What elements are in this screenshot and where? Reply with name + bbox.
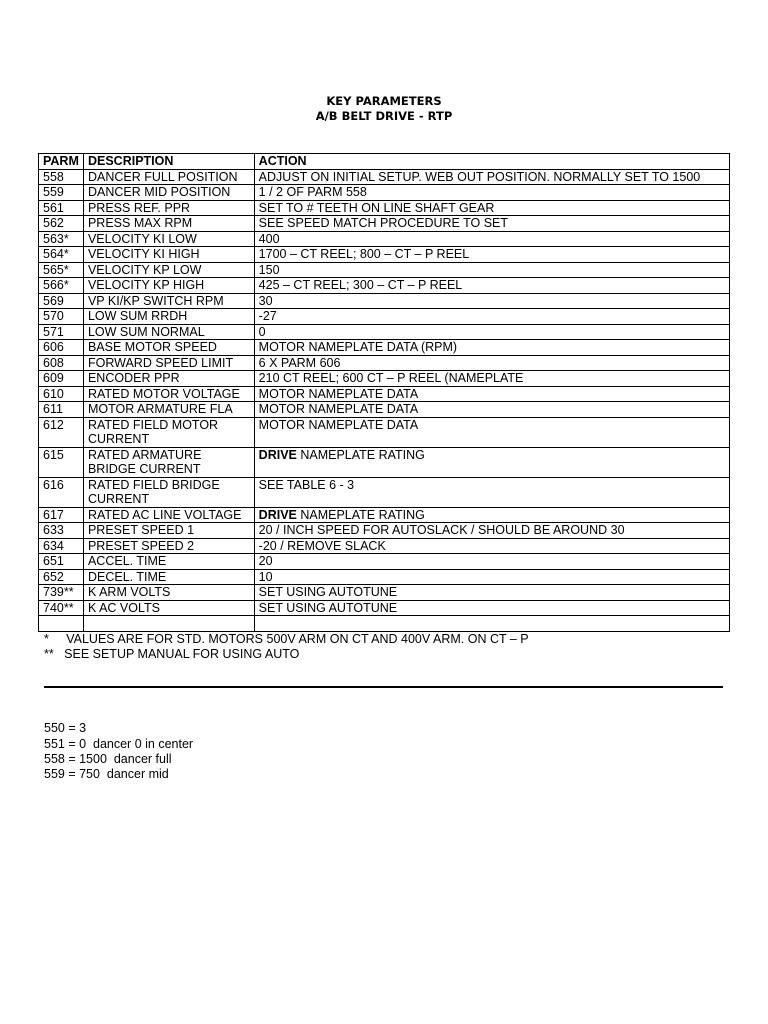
handwritten-note-line: 559 = 750 dancer mid [44,767,169,781]
table-row [39,278,730,294]
table-row [39,231,730,247]
cell-parm: 609 [39,371,84,387]
cell-description: VELOCITY KI LOW [83,231,254,247]
table-row [39,340,730,356]
table-row [39,247,730,263]
handwritten-note-line: 550 = 3 [44,721,87,735]
cell-parm: 651 [39,554,84,570]
cell-parm: 565* [39,262,84,278]
cell-action: SEE TABLE 6 - 3 [254,477,729,507]
table-row [39,447,730,477]
cell-description: DANCER FULL POSITION [83,169,254,185]
table-row [39,417,730,447]
cell-action: 425 – CT REEL; 300 – CT – P REEL [254,278,729,294]
cell-action: MOTOR NAMEPLATE DATA [254,386,729,402]
table-row [39,371,730,387]
table-row [39,324,730,340]
cell-description: PRESET SPEED 1 [83,523,254,539]
table-row [39,309,730,325]
cell-action: SET USING AUTOTUNE [254,585,729,601]
cell-parm: 563* [39,231,84,247]
table-row [39,507,730,523]
handwritten-note-line: 551 = 0 dancer 0 in center [44,737,194,751]
cell-parm: 634 [39,538,84,554]
cell-description: DECEL. TIME [83,569,254,585]
cell-parm: 566* [39,278,84,294]
table-row [39,616,730,632]
cell-action: 20 [254,554,729,570]
table-row [39,569,730,585]
cell-description: ACCEL. TIME [83,554,254,570]
cell-description: K AC VOLTS [83,600,254,616]
cell-action: -27 [254,309,729,325]
table-row [39,185,730,201]
cell-parm: 571 [39,324,84,340]
cell-description: VP KI/KP SWITCH RPM [83,293,254,309]
footnote-double-star: ** SEE SETUP MANUAL FOR USING AUTO [44,647,300,661]
cell-action-emphasis: DRIVE [258,507,297,522]
cell-parm: 615 [39,447,84,477]
table-row [39,200,730,216]
cell-action-text: NAMEPLATE RATING [296,507,425,522]
cell-action: -20 / REMOVE SLACK [254,538,729,554]
parameter-table [38,153,730,632]
cell-description: MOTOR ARMATURE FLA [83,402,254,418]
cell-description: RATED ARMATURE BRIDGE CURRENT [83,447,254,477]
cell-description: RATED MOTOR VOLTAGE [83,386,254,402]
cell-action: SET TO # TEETH ON LINE SHAFT GEAR [254,200,729,216]
page-title: KEY PARAMETERS [326,94,442,108]
table-row [39,386,730,402]
cell-parm: 608 [39,355,84,371]
cell-description: RATED FIELD BRIDGE CURRENT [83,477,254,507]
cell-parm: 570 [39,309,84,325]
cell-parm: 633 [39,523,84,539]
table-row [39,477,730,507]
header-description: DESCRIPTION [83,154,254,170]
cell-parm: 559 [39,185,84,201]
cell-action: 20 / INCH SPEED FOR AUTOSLACK / SHOULD BE AROUND 30 [254,523,729,539]
header-parm: PARM [39,154,84,170]
cell-description: LOW SUM NORMAL [83,324,254,340]
cell-action: MOTOR NAMEPLATE DATA (RPM) [254,340,729,356]
cell-action: 0 [254,324,729,340]
cell-parm [39,616,84,632]
horizontal-divider [44,686,723,688]
table-row [39,538,730,554]
cell-action: 30 [254,293,729,309]
cell-parm: 611 [39,402,84,418]
cell-parm: 606 [39,340,84,356]
cell-parm: 652 [39,569,84,585]
cell-parm: 616 [39,477,84,507]
handwritten-note-line: 558 = 1500 dancer full [44,752,172,766]
cell-action: MOTOR NAMEPLATE DATA [254,402,729,418]
cell-action: 150 [254,262,729,278]
cell-action: 10 [254,569,729,585]
cell-description: FORWARD SPEED LIMIT [83,355,254,371]
cell-description: VELOCITY KP LOW [83,262,254,278]
cell-action: SEE SPEED MATCH PROCEDURE TO SET [254,216,729,232]
footnote-single-star: * VALUES ARE FOR STD. MOTORS 500V ARM ON CT AND 400V ARM. ON CT – P [44,632,529,646]
cell-parm: 612 [39,417,84,447]
cell-description: PRESS MAX RPM [83,216,254,232]
cell-description: RATED AC LINE VOLTAGE [83,507,254,523]
cell-action: MOTOR NAMEPLATE DATA [254,417,729,447]
cell-parm: 610 [39,386,84,402]
table-header-row [39,154,730,170]
table-row [39,169,730,185]
cell-description: PRESET SPEED 2 [83,538,254,554]
table-row [39,355,730,371]
table-row [39,523,730,539]
cell-parm: 569 [39,293,84,309]
cell-description: ENCODER PPR [83,371,254,387]
cell-action-text: NAMEPLATE RATING [296,447,425,462]
cell-action: 400 [254,231,729,247]
cell-action: ADJUST ON INITIAL SETUP. WEB OUT POSITION. NORMALLY SET TO 1500 [254,169,729,185]
cell-parm: 739** [39,585,84,601]
cell-action: 1 / 2 OF PARM 558 [254,185,729,201]
cell-description: LOW SUM RRDH [83,309,254,325]
cell-description: VELOCITY KP HIGH [83,278,254,294]
table-row [39,293,730,309]
cell-parm: 561 [39,200,84,216]
table-row [39,216,730,232]
cell-action [254,616,729,632]
cell-action: 210 CT REEL; 600 CT – P REEL (NAMEPLATE [254,371,729,387]
cell-description: DANCER MID POSITION [83,185,254,201]
cell-action [254,447,729,477]
cell-description [83,616,254,632]
cell-description: PRESS REF. PPR [83,200,254,216]
cell-parm: 617 [39,507,84,523]
cell-description: RATED FIELD MOTOR CURRENT [83,417,254,447]
cell-parm: 562 [39,216,84,232]
cell-description: K ARM VOLTS [83,585,254,601]
cell-action-emphasis: DRIVE [258,447,297,462]
cell-action: SET USING AUTOTUNE [254,600,729,616]
cell-description: VELOCITY KI HIGH [83,247,254,263]
cell-parm: 564* [39,247,84,263]
cell-description: BASE MOTOR SPEED [83,340,254,356]
cell-action: 6 X PARM 606 [254,355,729,371]
table-row [39,585,730,601]
cell-parm: 558 [39,169,84,185]
table-row [39,262,730,278]
table-row [39,600,730,616]
page-subtitle: A/B BELT DRIVE - RTP [315,109,453,123]
cell-action: 1700 – CT REEL; 800 – CT – P REEL [254,247,729,263]
header-action: ACTION [254,154,729,170]
cell-parm: 740** [39,600,84,616]
table-row [39,402,730,418]
table-row [39,554,730,570]
cell-action [254,507,729,523]
